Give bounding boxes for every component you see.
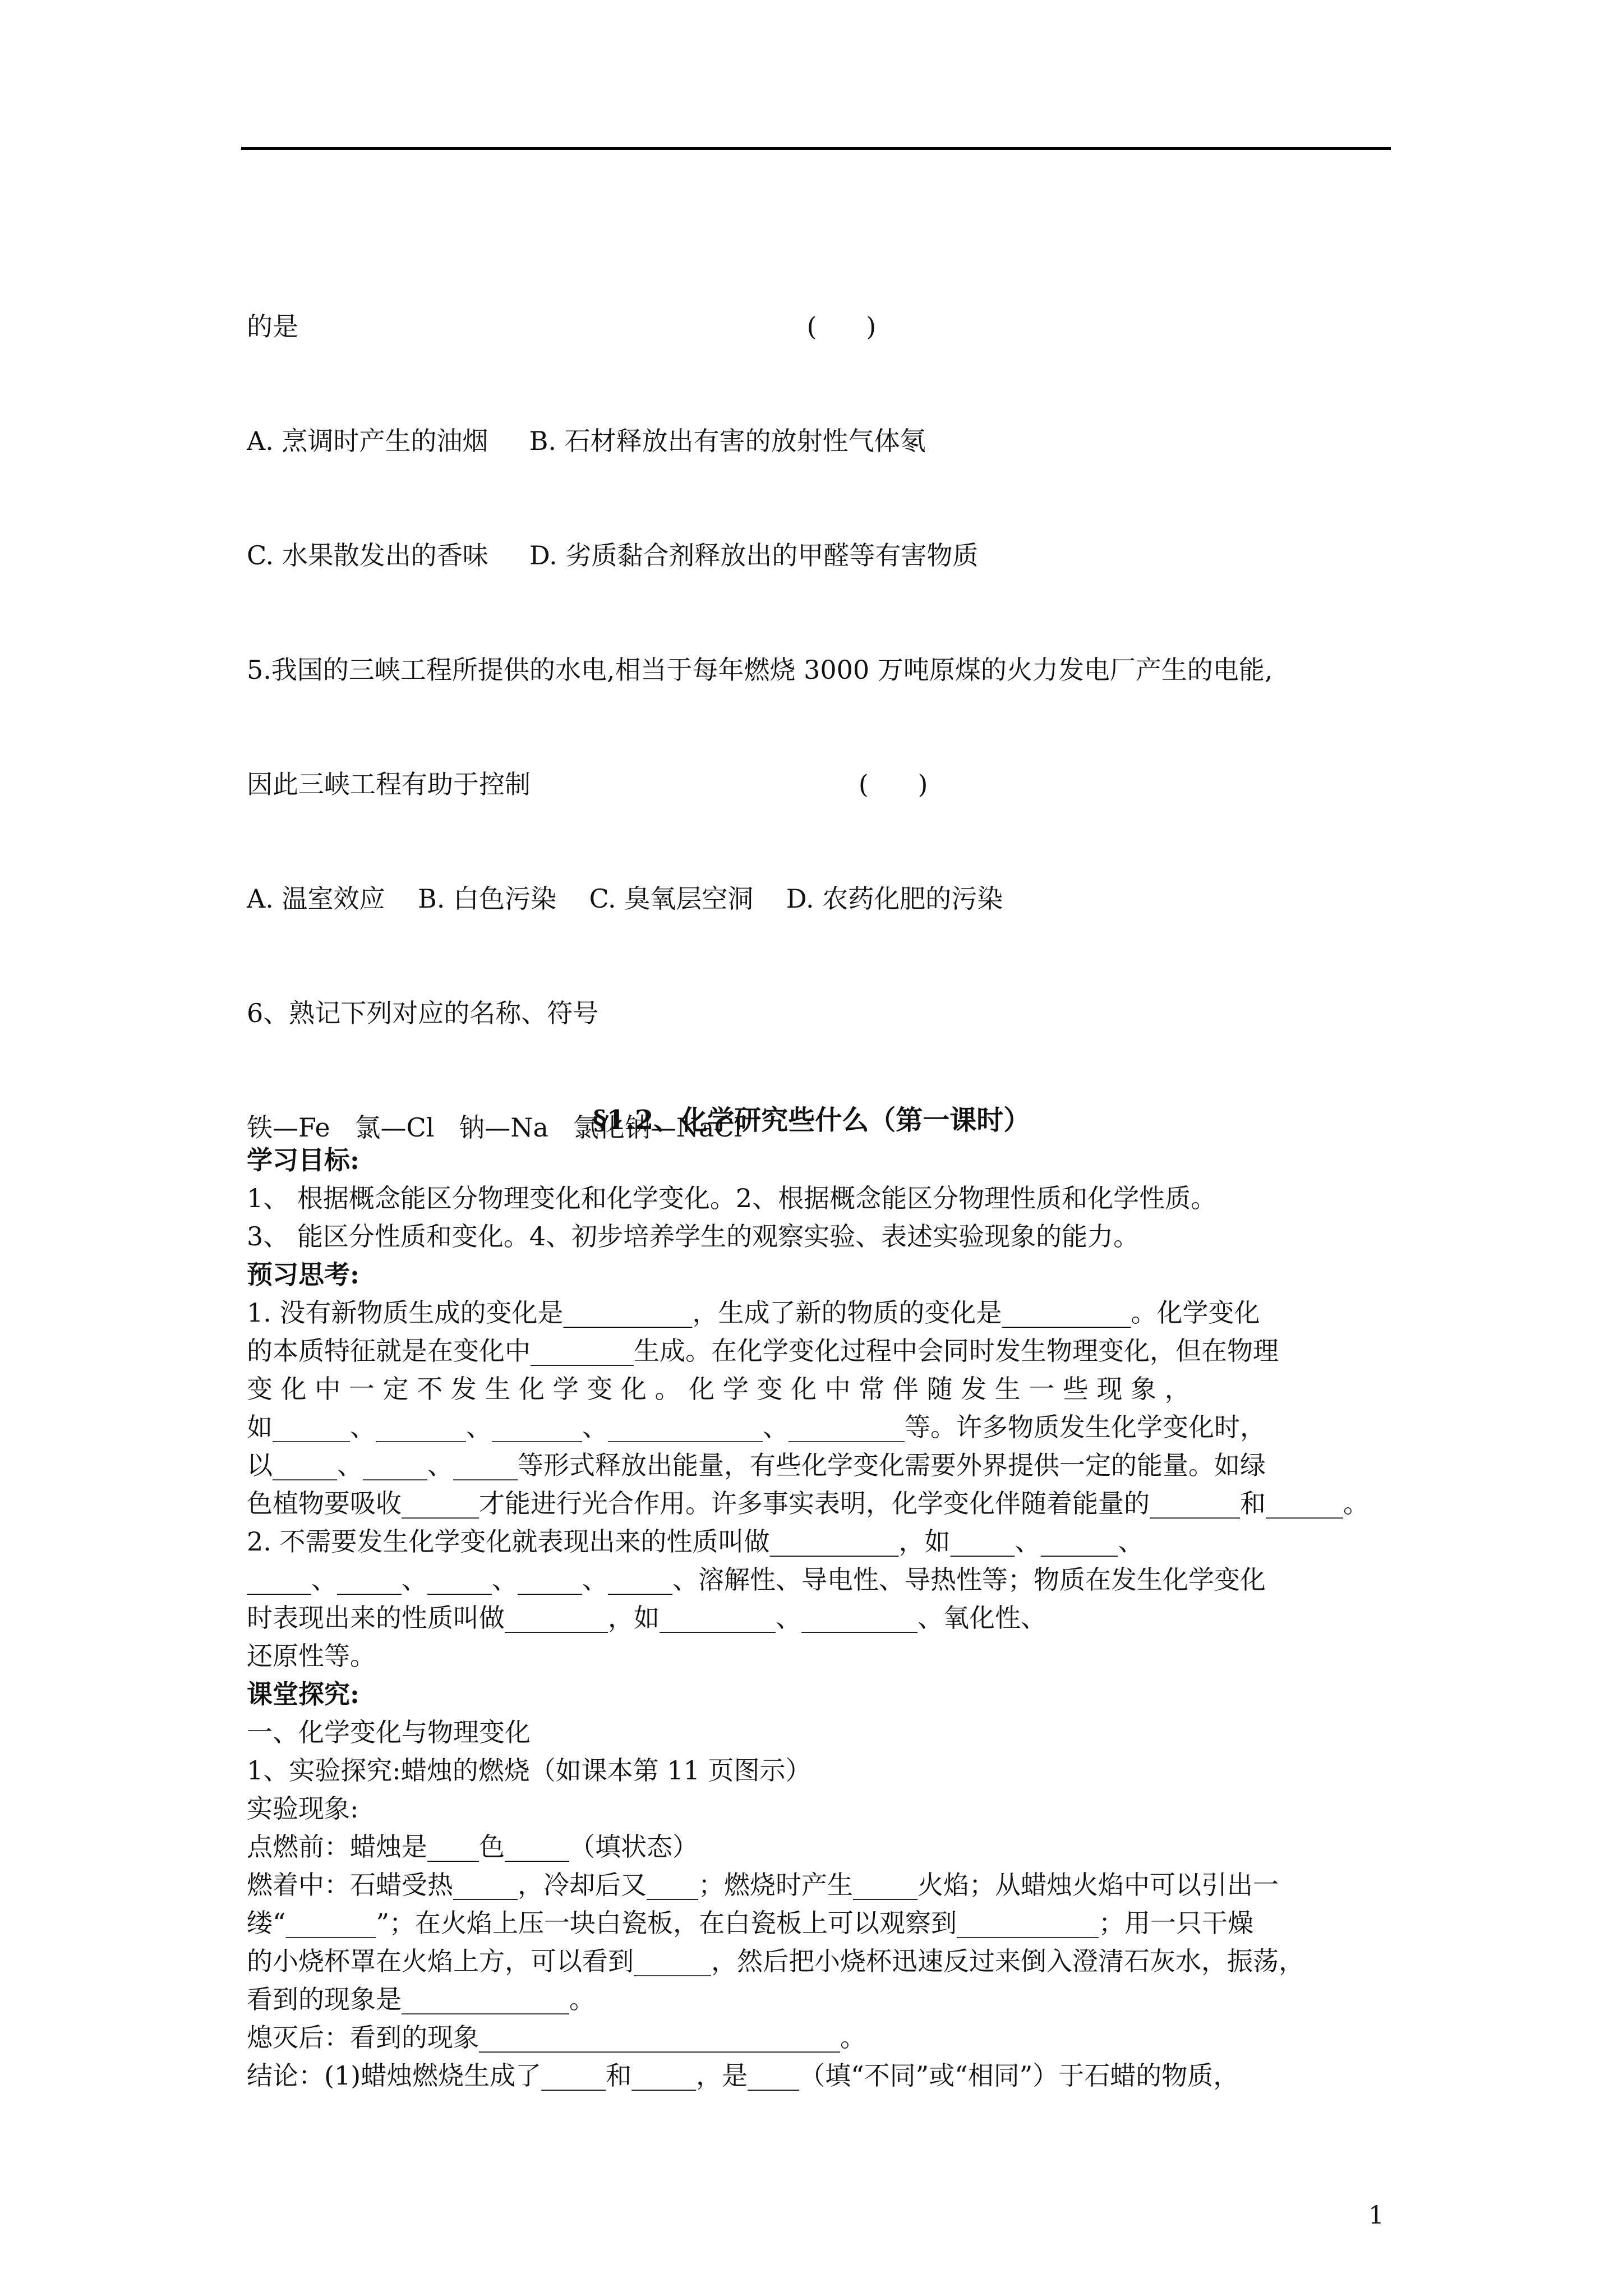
header-rule <box>241 147 1391 150</box>
text-line: 的本质特征就是在变化中________生成。在化学变化过程中会同时发生物理变化，但在物理 <box>247 1336 1279 1366</box>
section-heading: 学习目标: <box>247 1145 359 1175</box>
text-line: 1、 根据概念能区分物理变化和化学变化。2、根据概念能区分物理性质和化学性质。 <box>247 1183 1217 1213</box>
text-line: 1. 没有新物质生成的变化是__________，生成了新的物质的变化是__________。化学变化 <box>247 1297 1260 1328</box>
text-line: 熄灭后：看到的现象____________________________。 <box>247 2022 866 2053</box>
text-line: 看到的现象是_____________。 <box>247 1984 595 2014</box>
text-line: 的小烧杯罩在火焰上方，可以看到______，然后把小烧杯迅速反过来倒入澄清石灰水，振荡， <box>247 1946 1304 1976</box>
text-line: 一、化学变化与物理变化 <box>247 1717 531 1747</box>
text-line: 实验现象: <box>247 1793 359 1824</box>
text-line: 色植物要吸收______才能进行光合作用。许多事实表明，化学变化伴随着能量的_______和______。 <box>247 1488 1369 1519</box>
text-line: C. 水果散发出的香味 D. 劣质黏合剂释放出的甲醛等有害物质 <box>247 540 979 570</box>
text-line: 以_____、_____、_____等形式释放出能量，有些化学变化需要外界提供一定的能量。如绿 <box>247 1450 1266 1480</box>
text-line: 结论：(1)蜡烛燃烧生成了_____和_____，是____（填“不同”或“相同”）于石蜡的物质， <box>247 2060 1239 2091</box>
text-line: 6、熟记下列对应的名称、符号 <box>247 998 599 1028</box>
section-heading: 预习思考: <box>247 1259 359 1290</box>
text-line: 因此三峡工程有助于控制 ( ) <box>247 769 928 799</box>
text-line: 5.我国的三峡工程所提供的水电,相当于每年燃烧 3000 万吨原煤的火力发电厂产生的电能, <box>247 655 1273 685</box>
text-line: 3、 能区分性质和变化。4、初步培养学生的观察实验、表述实验现象的能力。 <box>247 1221 1140 1251</box>
section-heading: 课堂探究: <box>247 1679 359 1709</box>
text-line: A. 烹调时产生的油烟 B. 石材释放出有害的放射性气体氡 <box>247 426 926 456</box>
text-line: 燃着中：石蜡受热_____，冷却后又____；燃烧时产生_____火焰；从蜡烛火焰中可以引出一 <box>247 1870 1279 1900</box>
text-line: 点燃前：蜡烛是____色_____（填状态） <box>247 1832 698 1862</box>
text-line: _____、_____、_____、_____、_____、溶解性、导电性、导热性等；物质在发生化学变化 <box>247 1565 1266 1595</box>
text-line: 2. 不需要发生化学变化就表现出来的性质叫做__________，如_____、______、 <box>247 1526 1144 1557</box>
text-line: 缕“_______”；在火焰上压一块白瓷板，在白瓷板上可以观察到___________；用一只干燥 <box>247 1908 1254 1938</box>
text-line: 如______、_______、_______、____________、_________等。许多物质发生化学变化时， <box>247 1412 1266 1442</box>
text-line: 还原性等。 <box>247 1641 376 1671</box>
text-line: 时表现出来的性质叫做________，如_________、_________、氧化性、 <box>247 1603 1046 1633</box>
text-line: 铁—Fe 氯—Cl 钠—Na 氯化钠—NaCl <box>247 1112 743 1143</box>
page-number: 1 <box>1368 2201 1384 2230</box>
text-line: 1、实验探究:蜡烛的燃烧（如课本第 11 页图示） <box>247 1755 811 1786</box>
text-line: 的是 ( ) <box>247 311 877 342</box>
lesson-body <box>247 1141 1402 2095</box>
section-title: §1.2、化学研究些什么（第一课时） <box>592 1105 1031 1136</box>
text-line: 变 化 中 一 定 不 发 生 化 学 变 化 。 化 学 变 化 中 常 伴 随 发 生 一 些 现 象 ， <box>247 1374 1191 1404</box>
question-continuation <box>247 231 1402 1185</box>
text-line: A. 温室效应 B. 白色污染 C. 臭氧层空洞 D. 农药化肥的污染 <box>247 884 1003 914</box>
